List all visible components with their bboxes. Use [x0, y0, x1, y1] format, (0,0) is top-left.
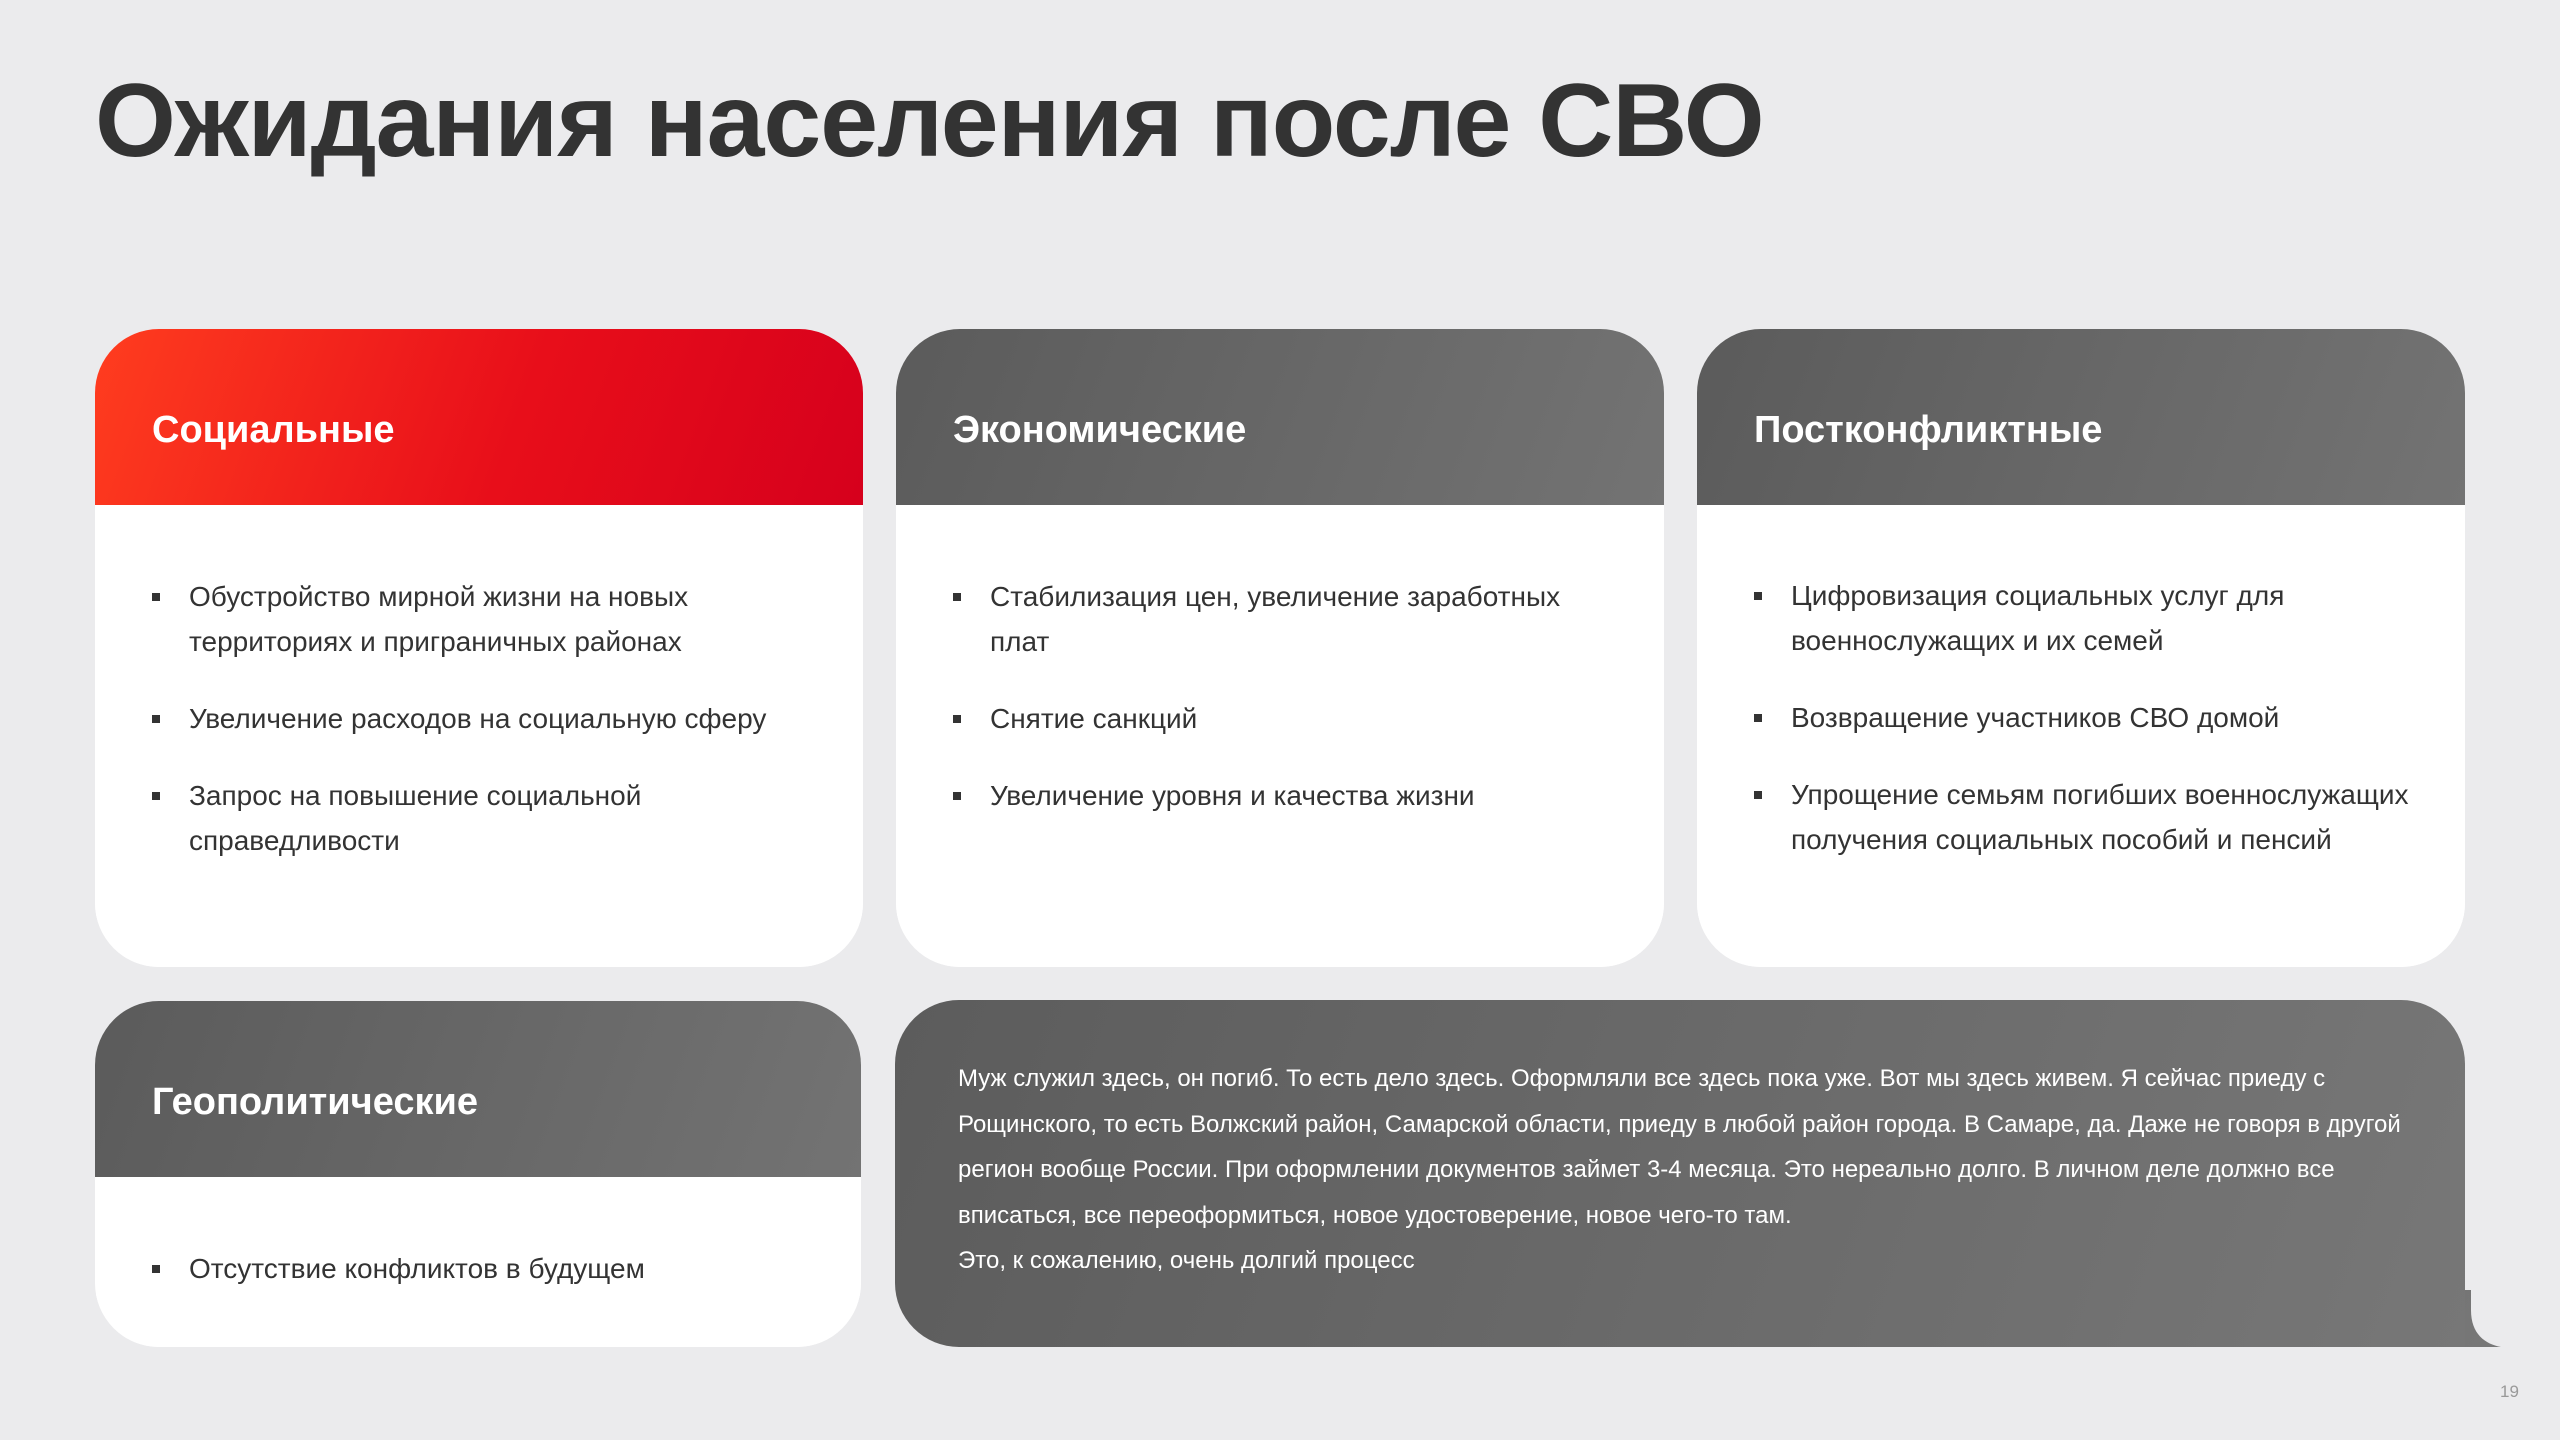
card-economic	[896, 329, 1664, 967]
card-postconflict-list	[1754, 573, 2425, 894]
card-economic-title: Экономические	[953, 409, 1247, 451]
card-social	[95, 329, 863, 967]
list-item: Цифровизация социальных услуг для военнослужащих и их семей	[1754, 573, 2425, 663]
quote-text	[958, 1056, 2428, 1284]
list-item: Запрос на повышение социальной справедливости	[152, 773, 823, 863]
list-item: Обустройство мирной жизни на новых территориях и приграничных районах	[152, 574, 823, 664]
list-item: Снятие санкций	[953, 696, 1624, 741]
list-item: Стабилизация цен, увеличение заработных плат	[953, 574, 1624, 664]
card-postconflict	[1697, 329, 2465, 967]
card-social-title: Социальные	[152, 409, 395, 451]
card-geopolitical-title: Геополитические	[152, 1081, 478, 1123]
quote-text-last: Это, к сожалению, очень долгий процесс	[958, 1247, 1415, 1274]
page-number: 19	[2500, 1382, 2519, 1401]
card-geopolitical-list	[152, 1246, 821, 1323]
list-item: Отсутствие конфликтов в будущем	[152, 1246, 821, 1291]
list-item: Упрощение семьям погибших военнослужащих получения социальных пособий и пенсий	[1754, 772, 2425, 862]
slide-title: Ожидания населения после СВО	[95, 63, 1764, 179]
list-item: Увеличение уровня и качества жизни	[953, 773, 1624, 818]
quote-bubble	[895, 1000, 2465, 1347]
list-item: Возвращение участников СВО домой	[1754, 695, 2425, 740]
speech-tail-icon	[2465, 1290, 2501, 1347]
card-postconflict-title: Постконфликтные	[1754, 409, 2103, 451]
list-item: Увеличение расходов на социальную сферу	[152, 696, 823, 741]
quote-text-main: Муж служил здесь, он погиб. То есть дело здесь. Оформляли все здесь пока уже. Вот мы здесь живем. Я сейчас приеду с Рощинского, то есть Волжский район, Самарской области, приеду в любой район города. В Самаре, да. Даже не говоря в другой регион вообще России. При оформлении документов займет 3-4 месяца. Это нереально долго. В личном деле должно все вписаться, все переоформиться, новое удостоверение, новое чего-то там.	[958, 1065, 2401, 1229]
card-social-list	[152, 574, 823, 895]
card-geopolitical	[95, 1001, 861, 1347]
card-economic-list	[953, 574, 1624, 850]
